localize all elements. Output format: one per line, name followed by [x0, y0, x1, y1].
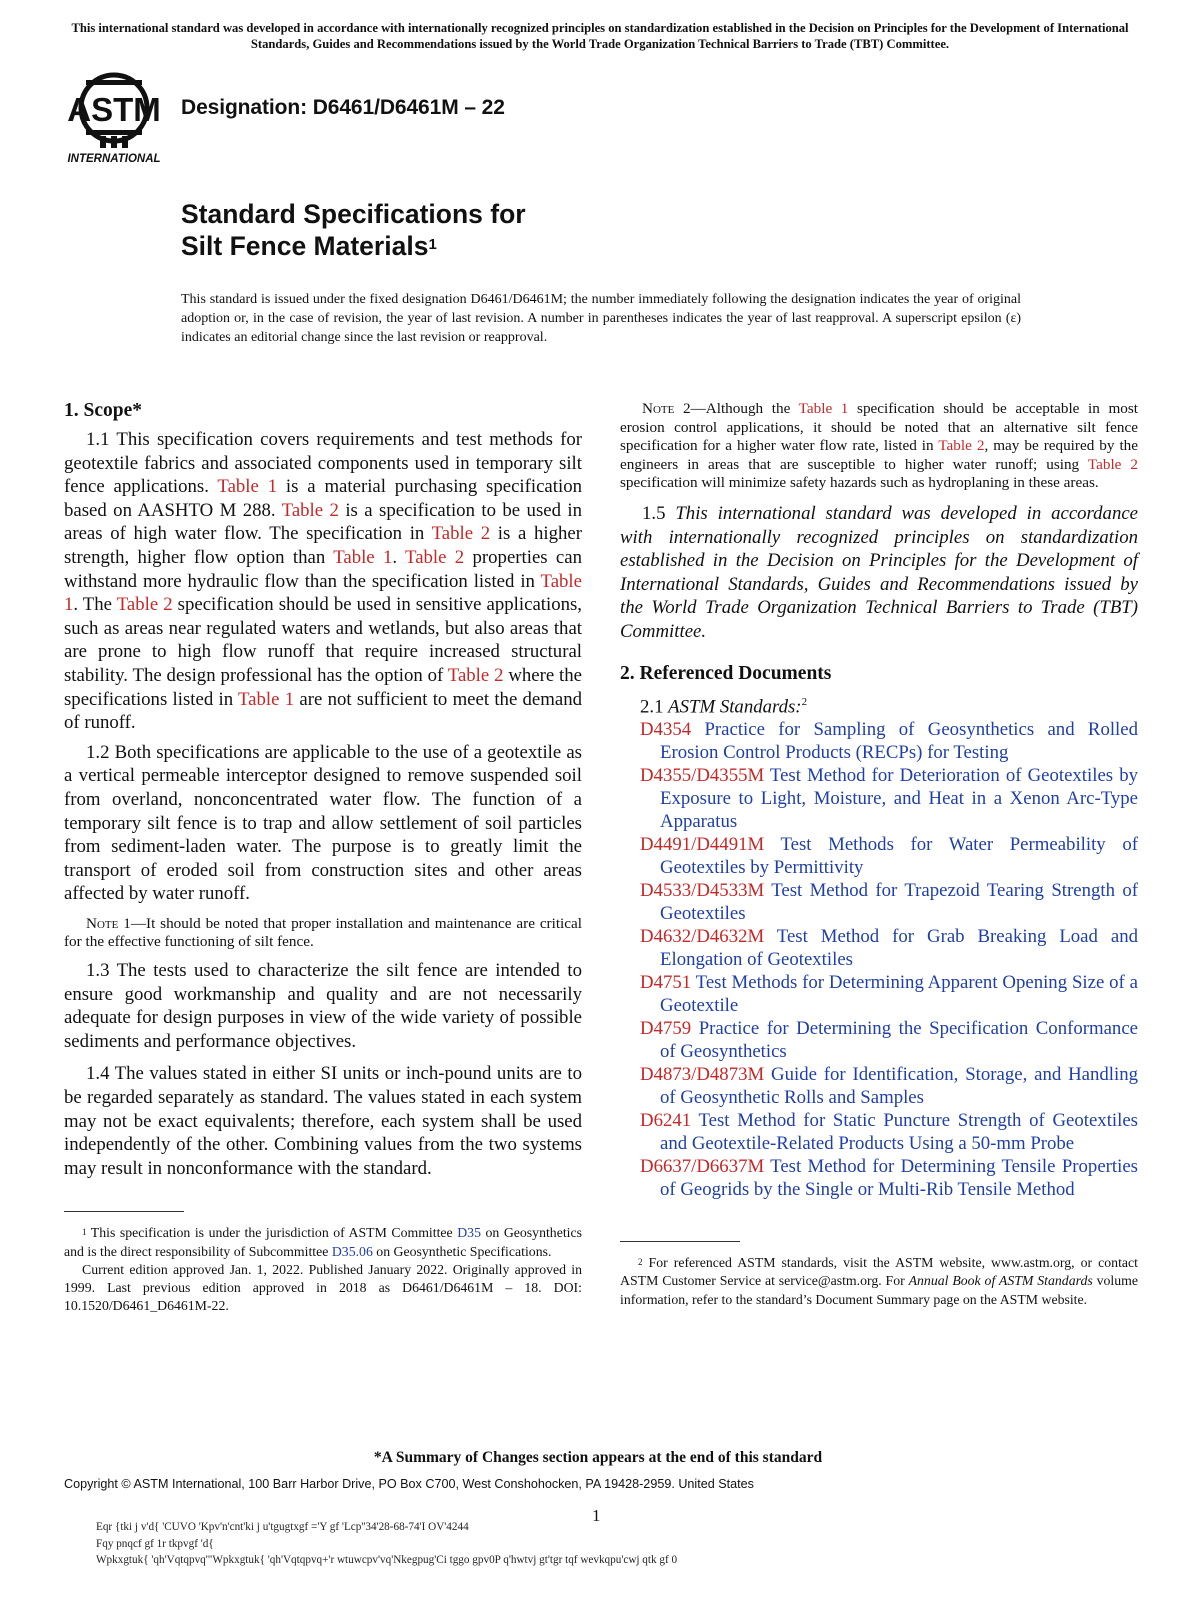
reference-code-link[interactable]: D4632/D4632M [640, 926, 765, 948]
paragraph-1-3: 1.3 The tests used to characterize the silt fence are intended to ensure good workmanship and quality and are not necessarily adequate for design purposes in view of the wide variety of possible sediments and performance objectives. [64, 960, 582, 1052]
text-run: Annual Book of ASTM Standards [908, 1273, 1093, 1289]
license-stamp [96, 1519, 677, 1569]
text-run: is a material purchasing specification based on AASHTO M 288. [64, 476, 582, 521]
reference-title-link[interactable]: Guide for Identification, Storage, and Handling of Geosynthetic Rolls and Samples [660, 1064, 1138, 1109]
reference-title-link[interactable]: Test Methods for Determining Apparent Opening Size of a Geotextile [660, 972, 1138, 1017]
table-1-link[interactable]: Table 1 [798, 400, 849, 417]
section-2-heading: 2. Referenced Documents [620, 662, 832, 684]
text-run: . The [73, 594, 117, 616]
astm-logo-mark [64, 70, 168, 166]
reference-code-link[interactable]: D4355/D4355M [640, 765, 765, 787]
reference-item [640, 1063, 1138, 1109]
reference-item [640, 833, 1138, 879]
text-run: on Geosynthetic Specifications. [372, 1243, 552, 1259]
text-run: specification will minimize safety hazards such as hydroplaning in these areas. [620, 474, 1099, 492]
text-run: on Geosynthetics and is the direct responsibility of Subcommittee [64, 1225, 582, 1259]
table-2-link[interactable]: Table 2 [431, 523, 491, 545]
footnote-mark: 2 [638, 1257, 643, 1268]
logo-subtext: INTERNATIONAL [67, 153, 161, 165]
reference-code-link[interactable]: D6241 [640, 1110, 692, 1132]
table-2-link[interactable]: Table 2 [405, 546, 465, 568]
reference-item [640, 925, 1138, 971]
page-number: 1 [592, 1506, 601, 1525]
footnote-mark: 1 [82, 1227, 87, 1238]
text-run: For referenced ASTM standards, visit the ASTM website, www.astm.org, or contact ASTM Customer Service at service@astm.org. For [620, 1255, 1138, 1289]
section-1-heading: 1. Scope* [64, 400, 142, 421]
text-run: This specification is under the jurisdiction of ASTM Committee [90, 1225, 458, 1241]
license-line: Wpkxgtuk{ 'qh'Vqtqpvq'"Wpkxgtuk{ 'qh'Vqtqpvq+'r wtuwcpv'vq'Nkegpug'Ci tggo gpv0P q'hwtvj gt'tgr tqf wevkqpu'cwj qtk gf 0 [96, 1554, 678, 1566]
text-run: is a higher strength, higher flow option than [64, 523, 582, 568]
text-run: 1.1 This specification covers requirements and test methods for geotextile fabrics and associated components used in temporary silt fence applications. [64, 429, 582, 498]
table-1-link[interactable]: Table 1 [64, 570, 582, 616]
reference-title-link[interactable]: Practice for Sampling of Geosynthetics and Rolled Erosion Control Products (RECPs) for Testing [660, 719, 1138, 764]
text-run: . [392, 546, 406, 568]
committee-d35-link[interactable]: D35 [457, 1225, 481, 1241]
text-run: where the specifications listed in [64, 664, 582, 710]
reference-item [640, 764, 1138, 833]
reference-code-link[interactable]: D6637/D6637M [640, 1156, 765, 1178]
table-2-link[interactable]: Table 2 [281, 499, 339, 521]
reference-item [640, 1155, 1138, 1201]
subsection-number: 2.1 [640, 695, 669, 717]
subcommittee-d35-06-link[interactable]: D35.06 [331, 1243, 373, 1259]
edition-info: Current edition approved Jan. 1, 2022. Published January 2022. Originally approved in 1999. Last previous edition approved in 2018 as D6461/D6461M – 18. DOI: 10.1520/D6461_D6461M-22. [64, 1261, 582, 1313]
reference-code-link[interactable]: D4354 [640, 719, 692, 741]
reference-title-link[interactable]: Test Method for Static Puncture Strength of Geotextiles and Geotextile-Related Products Using a 50-mm Probe [660, 1110, 1138, 1155]
reference-item [640, 1017, 1138, 1063]
title-footnote-mark: 1 [428, 236, 437, 253]
text-run: is a specification to be used in areas of high water flow. The specification in [64, 499, 582, 545]
logo-text: ASTM [67, 91, 161, 128]
paragraph-1-5 [620, 502, 1138, 644]
reference-title-link[interactable]: Practice for Determining the Specification Conformance of Geosynthetics [660, 1018, 1138, 1063]
footnote-mark: 2 [801, 695, 808, 708]
footnote-1 [64, 1224, 582, 1260]
reference-code-link[interactable]: D4751 [640, 972, 692, 994]
table-1-link[interactable]: Table 1 [238, 688, 295, 710]
note-label: Note 1 [86, 914, 131, 932]
reference-code-link[interactable]: D4533/D4533M [640, 880, 765, 902]
note-2 [620, 400, 1138, 493]
text-run: properties can withstand more hydraulic flow than the specification listed in [64, 546, 582, 592]
subsection-2-1 [620, 691, 1138, 719]
note-text: —It should be noted that proper installation and maintenance are critical for the effective functioning of silt fence. [64, 914, 582, 951]
text-run: specification should be acceptable in most erosion control applications, it should be noted that an alternative silt fence specification for a higher water flow rate, listed in [620, 400, 1139, 455]
reference-title-link[interactable]: Test Methods for Water Permeability of Geotextiles by Permittivity [660, 834, 1138, 879]
license-line: Fqy pnqcf gf 1r tkpvgf 'd{ [96, 1537, 214, 1550]
left-column [64, 400, 582, 1315]
reference-item [640, 718, 1138, 764]
text-run: specification should be used in sensitive applications, such as areas near regulated waters and wetlands, but also areas that are prone to high flow runoff that require increased structural stability. The design professional has the option of [64, 594, 583, 686]
text-run: are not sufficient to meet the demand of runoff. [64, 688, 582, 734]
note-1 [64, 915, 582, 952]
reference-title-link[interactable]: Test Method for Grab Breaking Load and Elongation of Geotextiles [660, 926, 1138, 971]
note-label: Note 2 [642, 400, 691, 417]
reference-title-link[interactable]: Test Method for Deterioration of Geotextiles by Exposure to Light, Moisture, and Heat in a Xenon Arc-Type Apparatus [660, 765, 1138, 833]
right-column [620, 400, 1138, 1309]
reference-code-link[interactable]: D4491/D4491M [640, 834, 765, 856]
copyright: Copyright © ASTM International, 100 Barr Harbor Drive, PO Box C700, West Conshohocken, PA 19428-2959. United States [64, 1477, 754, 1491]
table-2-link[interactable]: Table 2 [116, 594, 173, 616]
table-2-link[interactable]: Table 2 [938, 437, 985, 455]
paragraph-1-4: 1.4 The values stated in either SI units or inch-pound units are to be regarded separately as standard. The values stated in each system may not be exact equivalents; therefore, each system shall be used independently of the other. Combining values from the two systems may result in nonconformance with the standard. [64, 1063, 582, 1179]
license-line: Eqr {tki j v'd{ 'CUVO 'Kpv'n'cnt'ki j u'tgugtxgf ='Y gf 'Lcp''34'28-68-74'I OV'4244 [96, 1521, 469, 1533]
summary-of-changes-note: *A Summary of Changes section appears at the end of this standard [373, 1449, 823, 1466]
reference-code-link[interactable]: D4873/D4873M [640, 1064, 765, 1086]
reference-item [640, 879, 1138, 925]
reference-item [640, 971, 1138, 1017]
table-2-link[interactable]: Table 2 [447, 664, 504, 686]
table-1-link[interactable]: Table 1 [217, 476, 278, 498]
paragraph-text: This international standard was developed in accordance with internationally recognized principles on standardization established in the Decision on Principles for the Development of International Standards, Guides and Recommendations issued by the World Trade Organization Technical Barriers to Trade (TBT) Committee. [620, 502, 1139, 642]
reference-item [640, 1109, 1138, 1155]
reference-title-link[interactable]: Test Method for Trapezoid Tearing Strength of Geotextiles [660, 880, 1138, 925]
referenced-standards-list [620, 718, 1138, 1201]
designation: Designation: D6461/D6461M – 22 [181, 96, 505, 119]
title-line-2 [181, 230, 526, 267]
title-text: Silt Fence Materials [181, 231, 429, 261]
subsection-title: ASTM Standards: [668, 695, 802, 717]
footnote-2 [620, 1254, 1138, 1308]
title-line-1: Standard Specifications for [181, 199, 526, 229]
document-title [181, 198, 526, 267]
text-run: volume information, refer to the standard’s Document Summary page on the ASTM website. [620, 1273, 1138, 1307]
paragraph-1-2: 1.2 Both specifications are applicable to the use of a geotextile as a vertical permeable interceptor designed to remove suspended soil from overland, nonconcentrated water flow. The function of a temporary silt fence is to trap and allow settlement of soil particles from sediment-laden water. The purpose is to greatly limit the transport of eroded soil from construction sites and other areas affected by water runoff. [64, 741, 582, 905]
paragraph-number: 1.5 [642, 502, 676, 524]
table-1-link[interactable]: Table 1 [333, 546, 393, 568]
text-run: —Although the [690, 400, 799, 417]
issue-statement: This standard is issued under the fixed designation D6461/D6461M; the number immediately following the designation indicates the year of original adoption or, in the case of revision, the year of last revision. A number in parentheses indicates the year of last reapproval. A superscript epsilon (ε) indicates an editorial change since the last revision or reapproval. [181, 292, 1021, 345]
reference-title-link[interactable]: Test Method for Determining Tensile Properties of Geogrids by the Single or Multi-Rib Tensile Method [660, 1156, 1138, 1201]
text-run: , may be required by the engineers in areas that are susceptible to higher water runoff; using [620, 437, 1139, 473]
astm-logo [64, 70, 168, 166]
wto-notice: This international standard was developed in accordance with internationally recognized principles on standardization established in the Decision on Principles for the Development of International Standards, Guides and Recommendations issued by the World Trade Organization Technical Barriers to Trade (TBT) Committee. [71, 21, 1129, 51]
reference-code-link[interactable]: D4759 [640, 1018, 692, 1040]
paragraph-1-1 [64, 428, 582, 735]
table-2-link[interactable]: Table 2 [1087, 455, 1138, 473]
